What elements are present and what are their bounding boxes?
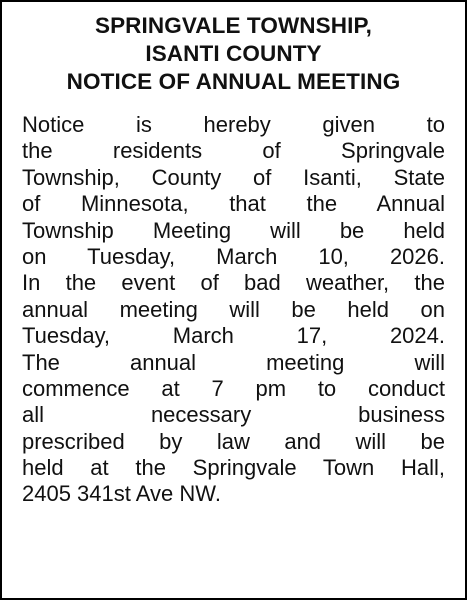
body-line: all necessary business [22,402,445,428]
body-line: Township, County of Isanti, State [22,164,445,190]
body-line: In the event of bad weather, the [22,270,445,296]
body-line-last: 2405 341st Ave NW. [22,481,221,507]
notice-heading [22,12,445,96]
heading-county: ISANTI COUNTY [145,41,322,66]
body-line: annual meeting will be held on [22,296,445,322]
body-line: the residents of Springvale [22,138,445,164]
notice-body [22,112,445,508]
body-line: commence at 7 pm to conduct [22,375,445,401]
body-line: Township Meeting will be held [22,217,445,243]
body-line: prescribed by law and will be [22,428,445,454]
body-line: Notice is hereby given to [22,112,445,137]
body-line: on Tuesday, March 10, 2026. [22,243,445,269]
body-line: of Minnesota, that the Annual [22,191,445,217]
body-line: held at the Springvale Town Hall, [22,455,445,481]
heading-township: SPRINGVALE TOWNSHIP, [94,13,373,38]
heading-notice-title: NOTICE OF ANNUAL MEETING [66,69,401,94]
body-line: Tuesday, March 17, 2024. [22,323,445,349]
body-line: The annual meeting will [22,349,445,375]
